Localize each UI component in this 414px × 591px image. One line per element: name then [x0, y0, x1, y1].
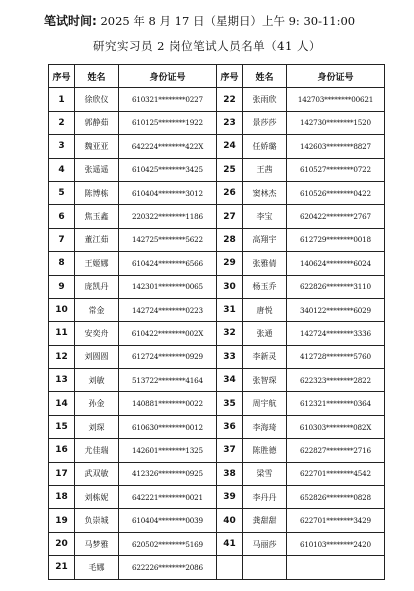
- left-cell-name: 马梦雅: [75, 532, 119, 555]
- right-cell-name: 唐悦: [243, 298, 287, 321]
- table-row: [49, 135, 385, 158]
- right-cell-id: 622826********3110: [287, 275, 385, 298]
- right-cell-name: 高翔宇: [243, 228, 287, 251]
- right-cell-no: [217, 556, 243, 579]
- left-cell-id: 610321********0227: [119, 88, 217, 111]
- left-cell-id: 142725********5622: [119, 228, 217, 251]
- left-cell-name: 焦玉鑫: [75, 205, 119, 228]
- exam-time-value: 2025 年 8 月 17 日（星期日）上午 9: 30-11:00: [96, 14, 356, 28]
- left-cell-no: 6: [49, 205, 75, 228]
- right-cell-no: 33: [217, 345, 243, 368]
- table-row: [49, 439, 385, 462]
- right-cell-name: 任娇璐: [243, 135, 287, 158]
- left-cell-no: 9: [49, 275, 75, 298]
- left-cell-id: 140881********0022: [119, 392, 217, 415]
- table-row: [49, 345, 385, 368]
- left-cell-name: 刘琛: [75, 415, 119, 438]
- table-row: [49, 392, 385, 415]
- left-cell-name: 徐欣仪: [75, 88, 119, 111]
- right-cell-name: 张通: [243, 322, 287, 345]
- right-cell-name: [243, 556, 287, 579]
- left-cell-id: 142724********0223: [119, 298, 217, 321]
- right-cell-name: 王茜: [243, 158, 287, 181]
- right-cell-no: 31: [217, 298, 243, 321]
- left-cell-id: 610125********1922: [119, 111, 217, 134]
- right-cell-no: 23: [217, 111, 243, 134]
- right-cell-id: 622323********2822: [287, 369, 385, 392]
- left-cell-no: 14: [49, 392, 75, 415]
- right-cell-id: 652826********0828: [287, 486, 385, 509]
- left-cell-id: 610404********0039: [119, 509, 217, 532]
- left-cell-id: 610424********6566: [119, 252, 217, 275]
- table-row: [49, 228, 385, 251]
- left-cell-no: 11: [49, 322, 75, 345]
- right-cell-id: 142730********1520: [287, 111, 385, 134]
- left-cell-no: 13: [49, 369, 75, 392]
- right-cell-id: 610527********0722: [287, 158, 385, 181]
- left-cell-id: 610404********3012: [119, 181, 217, 204]
- right-cell-name: 杨玉乔: [243, 275, 287, 298]
- right-cell-name: 陈胜德: [243, 439, 287, 462]
- right-cell-id: 610103********2420: [287, 532, 385, 555]
- left-cell-name: 负崇城: [75, 509, 119, 532]
- right-cell-id: 412728********5760: [287, 345, 385, 368]
- table-row: [49, 556, 385, 579]
- right-cell-name: 李宝: [243, 205, 287, 228]
- right-cell-no: 39: [217, 486, 243, 509]
- left-cell-id: 610422********002X: [119, 322, 217, 345]
- left-cell-id: 220322********1186: [119, 205, 217, 228]
- left-cell-id: 622226********2086: [119, 556, 217, 579]
- right-cell-id: 620422********2767: [287, 205, 385, 228]
- left-cell-id: 412326********0925: [119, 462, 217, 485]
- left-cell-name: 王姬娜: [75, 252, 119, 275]
- left-cell-no: 8: [49, 252, 75, 275]
- left-cell-no: 1: [49, 88, 75, 111]
- right-cell-no: 25: [217, 158, 243, 181]
- left-cell-no: 3: [49, 135, 75, 158]
- col-header-id: 身份证号: [119, 65, 217, 88]
- table-row: [49, 111, 385, 134]
- table-body: [49, 88, 385, 579]
- right-cell-id: 622701********4542: [287, 462, 385, 485]
- left-cell-no: 10: [49, 298, 75, 321]
- right-cell-name: 周宇航: [243, 392, 287, 415]
- left-cell-name: 陈博栋: [75, 181, 119, 204]
- left-cell-no: 2: [49, 111, 75, 134]
- left-cell-id: 513722********4164: [119, 369, 217, 392]
- right-cell-id: 612729********0018: [287, 228, 385, 251]
- col-header-name: 姓名: [75, 65, 119, 88]
- left-cell-name: 郭静茹: [75, 111, 119, 134]
- left-cell-id: 612724********0929: [119, 345, 217, 368]
- right-cell-id: 610526********0422: [287, 181, 385, 204]
- right-cell-name: 张雅倩: [243, 252, 287, 275]
- table-row: [49, 415, 385, 438]
- right-cell-id: 340122********6029: [287, 298, 385, 321]
- right-cell-id: 142603********8827: [287, 135, 385, 158]
- right-cell-no: 41: [217, 532, 243, 555]
- left-cell-name: 庞凯丹: [75, 275, 119, 298]
- right-cell-id: 140624********6024: [287, 252, 385, 275]
- right-cell-no: 30: [217, 275, 243, 298]
- right-cell-no: 32: [217, 322, 243, 345]
- left-cell-id: 642221********0021: [119, 486, 217, 509]
- table-row: [49, 181, 385, 204]
- left-cell-no: 4: [49, 158, 75, 181]
- left-cell-no: 18: [49, 486, 75, 509]
- right-cell-name: 窦林杰: [243, 181, 287, 204]
- left-cell-id: 620502********5169: [119, 532, 217, 555]
- left-cell-no: 7: [49, 228, 75, 251]
- right-cell-no: 27: [217, 205, 243, 228]
- left-cell-name: 张遥遥: [75, 158, 119, 181]
- left-cell-no: 12: [49, 345, 75, 368]
- left-cell-no: 21: [49, 556, 75, 579]
- right-cell-id: 142724********3336: [287, 322, 385, 345]
- right-cell-name: 李新灵: [243, 345, 287, 368]
- col-header-name: 姓名: [243, 65, 287, 88]
- right-cell-no: 28: [217, 228, 243, 251]
- left-cell-name: 董江茹: [75, 228, 119, 251]
- left-cell-id: 142301********0065: [119, 275, 217, 298]
- table-row: [49, 158, 385, 181]
- left-cell-id: 142601********1325: [119, 439, 217, 462]
- right-cell-id: 142703********00621: [287, 88, 385, 111]
- table-row: [49, 462, 385, 485]
- left-cell-name: 刘圆圆: [75, 345, 119, 368]
- right-cell-no: 34: [217, 369, 243, 392]
- right-cell-no: 36: [217, 415, 243, 438]
- left-cell-no: 19: [49, 509, 75, 532]
- left-cell-name: 毛娜: [75, 556, 119, 579]
- right-cell-name: 龚甜甜: [243, 509, 287, 532]
- table-row: [49, 532, 385, 555]
- left-cell-id: 642224********422X: [119, 135, 217, 158]
- left-cell-name: 安奕舟: [75, 322, 119, 345]
- right-cell-name: 景莎莎: [243, 111, 287, 134]
- left-cell-no: 17: [49, 462, 75, 485]
- right-cell-name: 李海琦: [243, 415, 287, 438]
- right-cell-no: 24: [217, 135, 243, 158]
- left-cell-no: 20: [49, 532, 75, 555]
- left-cell-name: 常金: [75, 298, 119, 321]
- col-header-id: 身份证号: [287, 65, 385, 88]
- table-row: [49, 509, 385, 532]
- right-cell-no: 38: [217, 462, 243, 485]
- table-row: [49, 275, 385, 298]
- left-cell-id: 610425********3425: [119, 158, 217, 181]
- left-cell-no: 5: [49, 181, 75, 204]
- right-cell-no: 40: [217, 509, 243, 532]
- right-cell-name: 李丹丹: [243, 486, 287, 509]
- table-row: [49, 486, 385, 509]
- right-cell-no: 29: [217, 252, 243, 275]
- exam-time-label: 笔试时间:: [44, 14, 97, 28]
- left-cell-name: 尤佳瑞: [75, 439, 119, 462]
- left-cell-name: 刘栋妮: [75, 486, 119, 509]
- right-cell-id: 622701********3429: [287, 509, 385, 532]
- col-header-no: 序号: [217, 65, 243, 88]
- left-cell-name: 刘敏: [75, 369, 119, 392]
- table-row: [49, 369, 385, 392]
- right-cell-id: 610303********082X: [287, 415, 385, 438]
- right-cell-id: 622827********2716: [287, 439, 385, 462]
- left-cell-no: 15: [49, 415, 75, 438]
- right-cell-no: 35: [217, 392, 243, 415]
- left-cell-no: 16: [49, 439, 75, 462]
- right-cell-id: 612321********0364: [287, 392, 385, 415]
- page-title: 研究实习员 2 岗位笔试人员名单（41 人）: [93, 39, 321, 53]
- right-cell-name: 张雨欣: [243, 88, 287, 111]
- left-cell-name: 武双敏: [75, 462, 119, 485]
- left-cell-id: 610630********0012: [119, 415, 217, 438]
- exam-time-line: [44, 12, 355, 29]
- right-cell-no: 26: [217, 181, 243, 204]
- right-cell-name: 梁雪: [243, 462, 287, 485]
- left-cell-name: 孙金: [75, 392, 119, 415]
- left-cell-name: 魏亚亚: [75, 135, 119, 158]
- col-header-no: 序号: [49, 65, 75, 88]
- right-cell-no: 22: [217, 88, 243, 111]
- table-header-row: [49, 65, 385, 88]
- table-row: [49, 205, 385, 228]
- table-row: [49, 298, 385, 321]
- right-cell-name: 马丽莎: [243, 532, 287, 555]
- candidate-table: [48, 64, 385, 580]
- table-row: [49, 252, 385, 275]
- right-cell-id: [287, 556, 385, 579]
- right-cell-name: 张智琛: [243, 369, 287, 392]
- table-row: [49, 322, 385, 345]
- right-cell-no: 37: [217, 439, 243, 462]
- table-row: [49, 88, 385, 111]
